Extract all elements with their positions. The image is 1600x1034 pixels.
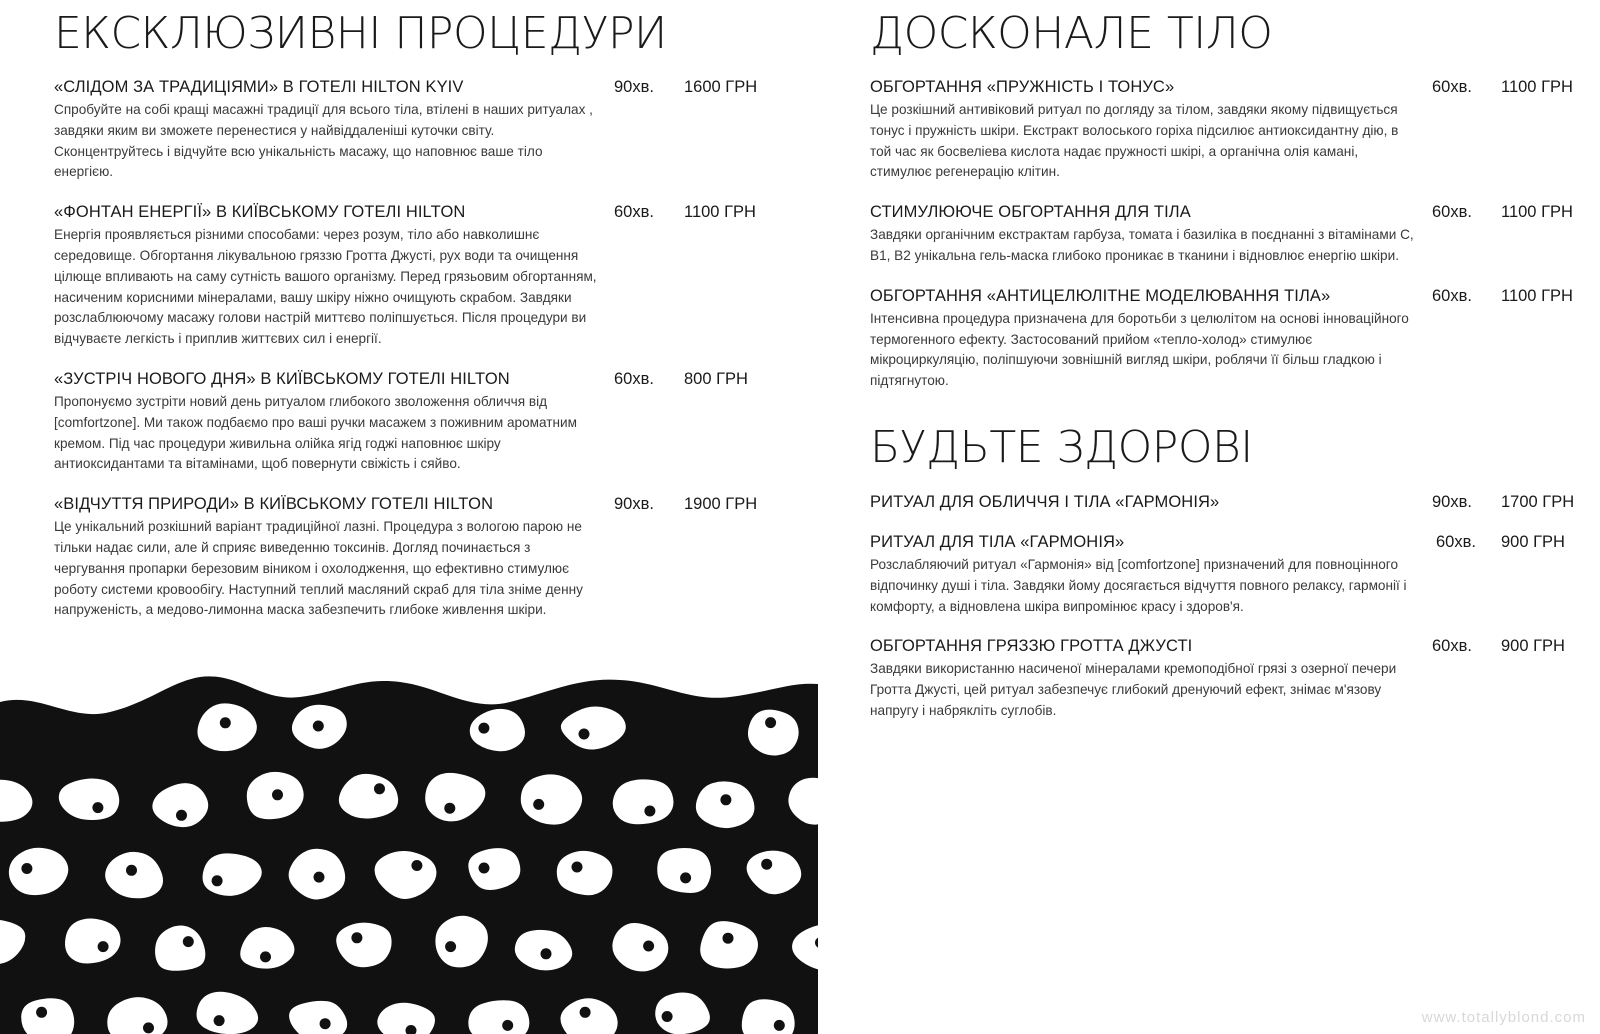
item-name: ОБГОРТАННЯ «ПРУЖНІСТЬ І ТОНУС»	[870, 78, 1175, 96]
cell-nucleus	[260, 951, 271, 962]
item-price: 900 ГРН	[1501, 532, 1565, 551]
item-name: ОБГОРТАННЯ ГРЯЗЗЮ ГРОТТА ДЖУСТІ	[870, 637, 1193, 656]
cell-nucleus	[723, 933, 734, 944]
cell-nucleus	[502, 1020, 513, 1031]
item-duration: 60хв.	[614, 369, 654, 388]
menu-item	[870, 78, 1580, 183]
item-duration: 90хв.	[614, 495, 654, 514]
cell-shape	[613, 779, 674, 824]
menu-item	[54, 203, 754, 350]
menu-item	[54, 370, 754, 475]
cell-nucleus	[183, 936, 194, 947]
item-duration: 90хв.	[614, 78, 654, 96]
cell-nucleus	[643, 941, 654, 952]
cell-nucleus	[720, 794, 731, 805]
cell-nucleus	[313, 721, 324, 732]
cell-nucleus	[580, 1007, 591, 1018]
cell-nucleus	[774, 1020, 785, 1031]
item-description: Пропонуємо зустріти новий день ритуалом глибокого зволоження обличчя від [comfortzone]. Ми також подбаємо про ваші ручки масажем з поживним ароматним кремом. Під час процедури живильна олійка ягід годжі наповнює шкіру антиоксидантами та вітамінами, щоб повернути свіжість і сяйво.	[54, 393, 577, 472]
item-duration: 60хв.	[1432, 286, 1472, 305]
cell-nucleus	[411, 860, 422, 871]
menu-item	[870, 637, 1580, 721]
cell-nucleus	[572, 862, 583, 873]
item-price: 800 ГРН	[684, 369, 748, 388]
cell-shape	[748, 710, 799, 756]
item-description: Завдяки органічним екстрактам гарбуза, томата і базиліка в поєднанні з вітамінами С, В1, В2 унікальна гель-маска глибоко проникає в тканини і відновлює енергію шкіри.	[870, 227, 1414, 263]
item-name: «ВІДЧУТТЯ ПРИРОДИ» В КИЇВСЬКОМУ ГОТЕЛІ HILTON	[54, 495, 494, 514]
menu-item	[870, 533, 1580, 617]
cell-shape	[657, 848, 711, 893]
cell-nucleus	[272, 789, 283, 800]
item-name: ОБГОРТАННЯ «АНТИЦЕЛЮЛІТНЕ МОДЕЛЮВАННЯ ТІЛА»	[870, 286, 1331, 305]
item-description: Енергія проявляється різними способами: через розум, тіло або навколишнє середовище. Обгортання лікувальною гряззю Гротта Джусті, рух води та очищення цілюще впливають на саму сутність вашого організму. Перед грязьовим обгортанням, насиченим корисними мінералами, вашу шкіру ніжно очищують скрабом. Завдяки розслаблюючому масажу голови настрій миттєво поліпшується. Після процедури ви відчуваєте легкість і приплив життєвих сил і енергії.	[54, 227, 597, 347]
item-name: РИТУАЛ ДЛЯ ТІЛА «ГАРМОНІЯ»	[870, 532, 1125, 551]
cell-nucleus	[533, 799, 544, 810]
item-description: Це унікальний розкішний варіант традиційної лазні. Процедура з вологою парою не тільки надає сили, але й сприяє виведенню токсинів. Догляд починається з чергування пропарки березовим віником і охолодження, що ефективно стимулює роботу системи кровообігу. Наступний теплий масляний скраб для тіла зніме денну напруженість, а медово-лимонна маска забезпечить глибоке живлення шкіри.	[54, 519, 583, 618]
cell-nucleus	[644, 806, 655, 817]
menu-item	[870, 203, 1580, 267]
cell-nucleus	[314, 872, 325, 883]
menu-item	[870, 493, 1580, 515]
item-description: Спробуйте на собі кращі масажні традиції для всього тіла, втілені в наших ритуалах , завдяки яким ви зможете перенестися у найвіддаленіші куточки світу. Сконцентруйтесь і відчуйте всю унікальність масажу, що наповнює ваше тіло енергією.	[54, 102, 593, 180]
perfect-body-section	[870, 0, 1580, 742]
cell-nucleus	[351, 932, 362, 943]
item-duration: 60хв.	[1432, 78, 1472, 96]
item-price: 1100 ГРН	[684, 203, 756, 222]
cell-nucleus	[212, 875, 223, 886]
cell-nucleus	[92, 802, 103, 813]
cell-nucleus	[479, 863, 490, 874]
item-price: 1600 ГРН	[684, 78, 758, 96]
item-duration: 60хв.	[1432, 203, 1472, 222]
section-title-perfect-body: ДОСКОНАЛЕ ТІЛО	[870, 8, 1273, 59]
cell-nucleus	[444, 803, 455, 814]
cell-pattern-illustration	[0, 672, 818, 1034]
cell-shape	[21, 998, 74, 1034]
menu-item	[54, 78, 758, 183]
item-duration: 90хв.	[1432, 492, 1472, 511]
item-name: «ФОНТАН ЕНЕРГІЇ» В КИЇВСЬКОМУ ГОТЕЛІ HILTON	[54, 203, 466, 222]
item-price: 1100 ГРН	[1501, 78, 1573, 96]
item-name: «СЛІДОМ ЗА ТРАДИЦІЯМИ» В ГОТЕЛІ HILTON KYIV	[54, 78, 464, 96]
exclusive-procedures-section	[54, 0, 758, 641]
item-name: «ЗУСТРІЧ НОВОГО ДНЯ» В КИЇВСЬКОМУ ГОТЕЛІ HILTON	[54, 369, 510, 388]
item-name: РИТУАЛ ДЛЯ ОБЛИЧЧЯ І ТІЛА «ГАРМОНІЯ»	[870, 492, 1220, 511]
item-description: Це розкішний антивіковий ритуал по догляду за тілом, завдяки якому підвищується тонус і пружність шкіри. Екстракт волоського горіха підсилює антиоксидантну дію, в той час як босвеліева кислота надає пружності шкірі, а органічна олія камані, стимулює регенерацію клітин.	[870, 102, 1399, 180]
item-duration: 60хв.	[1432, 637, 1472, 656]
cell-nucleus	[176, 810, 187, 821]
item-duration: 60хв.	[614, 203, 654, 222]
cell-nucleus	[36, 1007, 47, 1018]
cell-nucleus	[579, 729, 590, 740]
section-title-be-healthy: БУДЬТЕ ЗДОРОВІ	[870, 421, 1253, 473]
cell-nucleus	[220, 717, 231, 728]
cell-nucleus	[662, 1011, 673, 1022]
cell-nucleus	[680, 872, 691, 883]
cell-shape	[557, 851, 613, 895]
item-price: 1900 ГРН	[684, 495, 758, 514]
cell-nucleus	[143, 1022, 154, 1033]
cell-nucleus	[765, 717, 776, 728]
cell-nucleus	[445, 941, 456, 952]
item-price: 900 ГРН	[1501, 637, 1565, 656]
menu-item	[870, 287, 1580, 392]
item-name: СТИМУЛЮЮЧЕ ОБГОРТАННЯ ДЛЯ ТІЛА	[870, 203, 1191, 222]
item-description: Завдяки використанню насиченої мінералами кремоподібної грязі з озерної печери Гротта Джусті, цей ритуал забезпечує глибокий дренуючий ефект, знімає м'язову напругу і набрякліть суглобів.	[870, 661, 1397, 718]
item-price: 1100 ГРН	[1501, 203, 1573, 222]
cell-nucleus	[374, 783, 385, 794]
cell-nucleus	[126, 865, 137, 876]
cell-nucleus	[21, 863, 32, 874]
item-price: 1100 ГРН	[1501, 286, 1573, 305]
cell-nucleus	[98, 941, 109, 952]
cell-nucleus	[478, 723, 489, 734]
cell-nucleus	[541, 948, 552, 959]
section-title-exclusive: ЕКСКЛЮЗИВНІ ПРОЦЕДУРИ	[54, 8, 667, 59]
cell-nucleus	[761, 859, 772, 870]
item-duration: 60хв.	[1436, 532, 1476, 551]
cell-nucleus	[320, 1018, 331, 1029]
cell-nucleus	[214, 1015, 225, 1026]
menu-item	[54, 495, 758, 621]
item-price: 1700 ГРН	[1501, 492, 1575, 511]
item-description: Розслабляючий ритуал «Гармонія» від [comfortzone] призначений для повноцінного відпочинку душі і тіла. Завдяки йому досягається відчуття повного релаксу, гармонії і комфорту, а відновлена шкіра випромінює красу і здоров'я.	[870, 556, 1407, 614]
item-description: Інтенсивна процедура призначена для боротьби з целюлітом на основі інноваційного термогенного ефекту. Застосований прийом «тепло-холод» стимулює мікроциркуляцію, поліпшуючи зовнішній вигляд шкіри, роблячи її більш гладкою і підтягнутою.	[870, 310, 1409, 389]
watermark: www.totallyblond.com	[1421, 1009, 1586, 1026]
